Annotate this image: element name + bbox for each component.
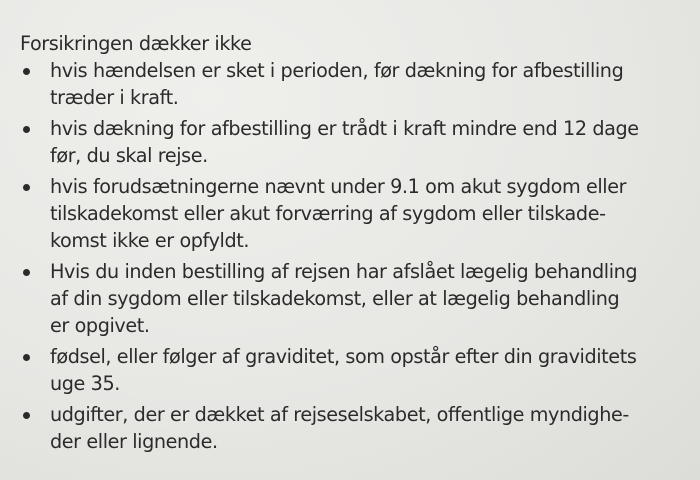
list-item-line: af din sygdom eller tilskadekomst, eller at lægelig behandling <box>50 287 620 310</box>
list-item <box>20 401 680 455</box>
list-item <box>20 343 680 397</box>
list-item <box>20 173 680 254</box>
intro-heading: Forsikringen dækker ikke <box>20 32 252 55</box>
list-item-line: uge 35. <box>50 372 120 395</box>
list-item-line: fødsel, eller følger af graviditet, som opstår efter din graviditets <box>50 345 637 368</box>
list-item-line: træder i kraft. <box>50 86 179 109</box>
list-item-line: Hvis du inden bestilling af rejsen har afslået lægelig behandling <box>50 260 638 283</box>
list-item <box>20 115 680 169</box>
bullet-icon <box>23 354 30 361</box>
list-item <box>20 57 680 111</box>
list-item-line: der eller lignende. <box>50 430 218 453</box>
list-item-line: udgifter, der er dækket af rejseselskabet, offentlige myndighe- <box>50 403 629 426</box>
list-item-line: hvis forudsætningerne nævnt under 9.1 om akut sygdom eller <box>50 175 627 198</box>
list-item-line: hvis dækning for afbestilling er trådt i kraft mindre end 12 dage <box>50 117 639 140</box>
bullet-icon <box>23 68 30 75</box>
list-item-line: er opgivet. <box>50 314 150 337</box>
list-item-line: hvis hændelsen er sket i perioden, før dækning for afbestilling <box>50 59 624 82</box>
bullet-icon <box>23 412 30 419</box>
list-item-line: komst ikke er opfyldt. <box>50 229 250 252</box>
bullet-icon <box>23 269 30 276</box>
exclusion-list <box>20 57 680 455</box>
bullet-icon <box>23 184 30 191</box>
list-item <box>20 258 680 339</box>
list-item-line: før, du skal rejse. <box>50 144 208 167</box>
list-item-line: tilskadekomst eller akut forværring af sygdom eller tilskade- <box>50 202 606 225</box>
bullet-icon <box>23 126 30 133</box>
